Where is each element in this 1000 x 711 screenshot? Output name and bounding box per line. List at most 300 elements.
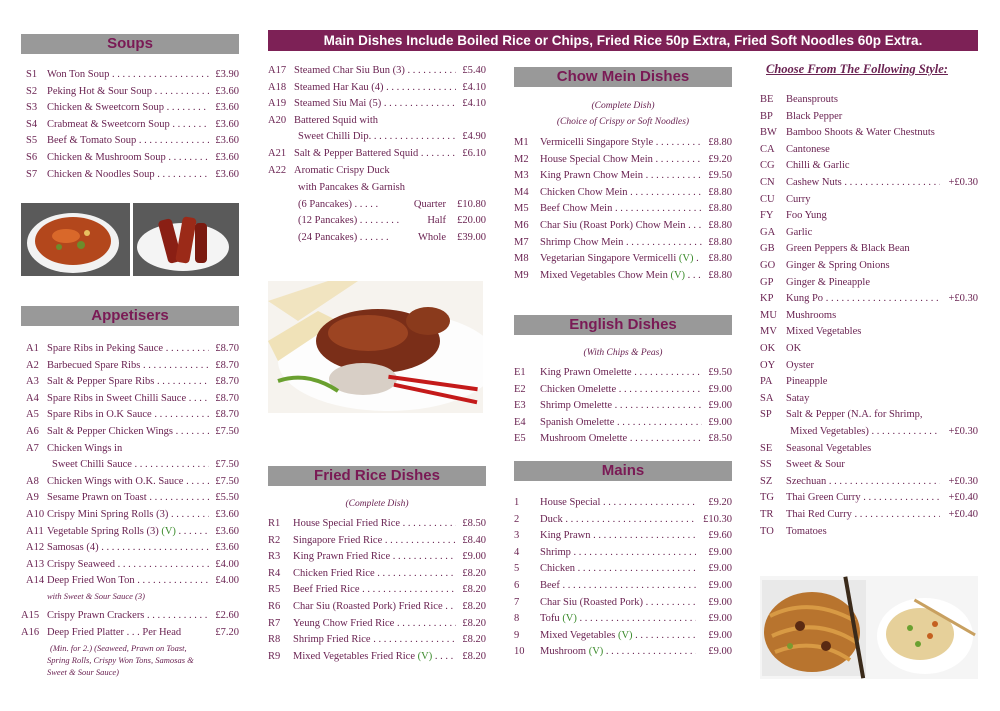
special-code: A22 xyxy=(268,164,287,176)
mains-name: House Special . . . xyxy=(540,496,696,509)
english-price: £9.50 xyxy=(708,367,732,378)
english-code: E4 xyxy=(514,416,526,428)
appetiser-price: £8.70 xyxy=(215,409,239,421)
chow-mein-price: £8.80 xyxy=(708,203,732,215)
chow-mein-name: Char Siu (Roast Pork) Chow Mein . . . xyxy=(540,219,702,232)
special-name: Steamed Siu Mai (5) . . . xyxy=(294,97,456,110)
fried-rice-row xyxy=(268,567,486,580)
duck-option-row xyxy=(298,198,486,211)
main-dishes-banner: Main Dishes Include Boiled Rice or Chips, Fried Rice 50p Extra, Fried Soft Noodles 60p Extra. xyxy=(268,30,978,51)
fried-rice-name: Yeung Chow Fried Rice . . . xyxy=(293,617,456,630)
style-code: GO xyxy=(760,260,776,271)
style-row xyxy=(760,292,978,305)
mains-price: £9.00 xyxy=(708,580,732,591)
style-name: Szechuan . . . xyxy=(786,475,940,488)
chow-mein-code: M8 xyxy=(514,253,529,265)
appetiser-row xyxy=(26,525,239,538)
fried-rice-code: R7 xyxy=(268,617,281,629)
appetiser-row xyxy=(26,475,239,488)
fried-rice-row xyxy=(268,633,486,646)
appetiser-code: A1 xyxy=(26,343,39,354)
a14-note: with Sweet & Sour Sauce (3) xyxy=(47,591,145,601)
chow-mein-name: King Prawn Chow Mein . . . xyxy=(540,169,702,182)
fried-rice-price: £9.00 xyxy=(462,551,486,563)
appetiser-price: £5.50 xyxy=(215,492,239,504)
appetiser-price: £7.50 xyxy=(215,459,239,471)
fried-rice-name: Shrimp Fried Rice . . . xyxy=(293,633,456,646)
chow-mein-price: £8.80 xyxy=(708,186,732,198)
style-code: TR xyxy=(760,509,774,520)
style-name: Black Pepper xyxy=(786,110,843,122)
fried-rice-row xyxy=(268,600,486,613)
chow-mein-row xyxy=(514,252,732,265)
fried-rice-row xyxy=(268,534,486,547)
fried-rice-name: Singapore Fried Rice . . . xyxy=(293,534,456,547)
style-row xyxy=(760,276,978,289)
mains-price: £9.00 xyxy=(708,646,732,658)
soup-code: S1 xyxy=(26,69,38,80)
style-row xyxy=(760,458,978,471)
appetiser-row xyxy=(26,359,239,372)
mains-name: Mixed Vegetables (V) . . . xyxy=(540,629,696,642)
style-row xyxy=(760,359,978,372)
chow-mein-row xyxy=(514,219,732,232)
duck-option-size: Half xyxy=(427,215,446,227)
appetiser-row xyxy=(26,408,239,421)
style-row xyxy=(760,508,978,521)
mains-row xyxy=(514,596,732,609)
special-name: Aromatic Crispy Duck xyxy=(294,164,390,176)
chow-mein-row xyxy=(514,186,732,199)
fried-rice-price: £8.20 xyxy=(462,617,486,629)
mains-row xyxy=(514,629,732,642)
mains-price: £9.60 xyxy=(708,530,732,542)
chow-mein-code: M2 xyxy=(514,153,529,165)
appetiser-code: A8 xyxy=(26,475,39,487)
duck-option-row xyxy=(298,214,486,227)
crispy-duck-photo xyxy=(268,281,483,413)
fried-rice-price: £8.40 xyxy=(462,534,486,546)
appetiser-code: A16 xyxy=(21,626,40,638)
chow-mein-price: £9.20 xyxy=(708,153,732,165)
duck-option-text: (6 Pancakes) . . . . . xyxy=(298,198,379,210)
style-code: BP xyxy=(760,110,773,122)
style-row xyxy=(760,110,978,123)
soup-row xyxy=(26,168,239,181)
style-row xyxy=(760,408,978,421)
appetiser-row xyxy=(26,491,239,504)
fried-rice-name: House Special Fried Rice . . . xyxy=(293,517,456,530)
fried-rice-price: £8.20 xyxy=(462,584,486,596)
style-name: Pineapple xyxy=(786,376,828,388)
english-name: King Prawn Omelette . . . xyxy=(540,366,702,379)
chow-mein-row xyxy=(514,236,732,249)
style-name: Bamboo Shoots & Water Chestnuts xyxy=(786,127,935,139)
special-code: A19 xyxy=(268,98,287,110)
english-subtitle: (With Chips & Peas) xyxy=(583,348,663,358)
appetiser-row xyxy=(26,508,239,521)
duck-option-price: £39.00 xyxy=(457,231,486,243)
style-name: Tomatoes xyxy=(786,525,827,537)
mains-code: 10 xyxy=(514,646,525,658)
style-name: Mixed Vegetables) . . . xyxy=(790,425,940,438)
a16-note-1: (Min. for 2.) (Seaweed, Prawn on Toast, xyxy=(50,643,187,653)
appetiser-row xyxy=(26,458,239,471)
duck-option-text: with Pancakes & Garnish xyxy=(298,182,406,193)
appetiser-code: A11 xyxy=(26,525,44,537)
mains-row xyxy=(514,513,732,526)
fried-rice-code: R2 xyxy=(268,534,281,546)
english-name: Chicken Omelette . . . xyxy=(540,383,702,396)
english-row xyxy=(514,399,732,412)
appetiser-row xyxy=(26,541,239,554)
appetiser-code: A2 xyxy=(26,359,39,371)
mains-name: King Prawn . . . xyxy=(540,529,696,542)
soup-code: S5 xyxy=(26,135,38,147)
chow-mein-code: M1 xyxy=(514,137,529,148)
soup-row xyxy=(26,101,239,114)
style-code: PA xyxy=(760,376,773,388)
mains-price: £10.30 xyxy=(703,513,732,525)
appetiser-name: Sweet Chilli Sauce . . . xyxy=(52,458,209,471)
appetiser-price: £4.00 xyxy=(215,575,239,587)
special-code: A20 xyxy=(268,114,287,126)
chow-mein-row xyxy=(514,136,732,149)
style-code: GP xyxy=(760,276,774,288)
english-code: E5 xyxy=(514,433,526,445)
style-row xyxy=(760,525,978,538)
style-code: CG xyxy=(760,160,775,172)
fried-rice-name: Beef Fried Rice . . . xyxy=(293,583,456,596)
english-price: £8.50 xyxy=(708,433,732,445)
appetiser-name: Crispy Prawn Crackers . . . xyxy=(47,609,209,622)
mains-row xyxy=(514,645,732,658)
special-code: A18 xyxy=(268,81,287,93)
soup-row xyxy=(26,118,239,131)
soup-name: Won Ton Soup . . . xyxy=(47,68,209,81)
mains-row xyxy=(514,546,732,559)
style-code: SE xyxy=(760,442,773,454)
chow-mein-name: Chicken Chow Mein . . . xyxy=(540,186,702,199)
style-price: +£0.40 xyxy=(948,509,978,520)
style-name: Oyster xyxy=(786,359,814,371)
chow-mein-header: Chow Mein Dishes xyxy=(514,67,732,87)
style-row xyxy=(760,209,978,222)
soup-code: S2 xyxy=(26,85,38,97)
appetiser-code: A3 xyxy=(26,376,39,388)
style-name: OK xyxy=(786,343,802,354)
style-name: Salt & Pepper (N.A. for Shrimp, xyxy=(786,409,923,421)
mains-price: £9.00 xyxy=(708,629,732,641)
appetiser-code: A7 xyxy=(26,442,39,454)
style-row xyxy=(760,491,978,504)
fried-rice-code: R6 xyxy=(268,601,281,612)
appetiser-price: £7.20 xyxy=(215,626,239,638)
style-code: MU xyxy=(760,309,777,321)
special-price: £4.90 xyxy=(462,131,486,143)
chow-mein-row xyxy=(514,202,732,215)
special-name: Salt & Pepper Battered Squid . . . xyxy=(294,147,456,160)
appetiser-name: Barbecued Spare Ribs . . . xyxy=(47,359,209,372)
style-row xyxy=(760,475,978,488)
english-price: £9.00 xyxy=(708,416,732,428)
style-code: CN xyxy=(760,177,775,188)
style-name: Cantonese xyxy=(786,143,830,155)
chow-mein-price: £8.80 xyxy=(708,269,732,281)
appetiser-row xyxy=(26,375,239,388)
style-name: Cashew Nuts . . . xyxy=(786,176,940,189)
duck-option-price: £20.00 xyxy=(457,215,486,227)
chow-mein-name: Vegetarian Singapore Vermicelli (V) . . . xyxy=(540,252,702,265)
special-code: A21 xyxy=(268,148,287,159)
appetiser-price: £8.70 xyxy=(215,343,239,354)
style-price: +£0.30 xyxy=(948,293,978,305)
appetiser-price: £3.60 xyxy=(215,509,239,520)
styles-title: Choose From The Following Style: xyxy=(766,62,948,76)
style-row xyxy=(760,176,978,189)
chow-mein-code: M3 xyxy=(514,170,529,182)
fried-rice-row xyxy=(268,617,486,630)
chow-mein-code: M9 xyxy=(514,269,529,281)
english-code: E3 xyxy=(514,400,526,412)
style-row xyxy=(760,193,978,206)
style-name: Seasonal Vegetables xyxy=(786,442,872,454)
english-code: E2 xyxy=(514,383,526,395)
mains-name: Char Siu (Roasted Pork) . . . xyxy=(540,596,696,609)
style-code: BW xyxy=(760,127,777,139)
mains-price: £9.00 xyxy=(708,546,732,558)
soup-row xyxy=(26,151,239,164)
style-row xyxy=(760,325,978,338)
chow-mein-price: £9.50 xyxy=(708,170,732,182)
style-name: Ginger & Pineapple xyxy=(786,276,870,288)
chow-mein-subtitle-2: (Choice of Crispy or Soft Noodles) xyxy=(556,117,690,127)
mains-code: 4 xyxy=(514,546,520,558)
appetiser-name: Vegetable Spring Rolls (3) (V) . . . xyxy=(47,525,209,538)
appetiser-code: A14 xyxy=(26,575,45,587)
style-price: +£0.30 xyxy=(948,426,978,437)
appetiser-code: A12 xyxy=(26,542,45,554)
duck-option-text: (24 Pancakes) . . . . . . xyxy=(298,231,389,243)
mains-code: 2 xyxy=(514,513,520,525)
mains-row xyxy=(514,579,732,592)
style-code: GA xyxy=(760,226,776,238)
appetiser-code: A13 xyxy=(26,558,45,570)
style-name: Curry xyxy=(786,193,811,205)
mains-name: Shrimp . . . xyxy=(540,546,696,559)
english-name: Mushroom Omelette . . . xyxy=(540,432,702,445)
style-name: Mixed Vegetables xyxy=(786,326,862,338)
fried-rice-row xyxy=(268,517,486,530)
appetiser-name: Spare Ribs in Sweet Chilli Sauce . . . xyxy=(47,392,209,405)
mains-code: 7 xyxy=(514,596,520,608)
style-name: Thai Green Curry . . . xyxy=(786,491,940,504)
special-price: £5.40 xyxy=(462,65,486,76)
appetiser-name: Sesame Prawn on Toast . . . xyxy=(47,491,209,504)
chow-mein-row xyxy=(514,153,732,166)
appetiser-row xyxy=(21,626,239,639)
mains-name: Tofu (V) . . . xyxy=(540,612,696,625)
special-row xyxy=(268,164,486,177)
chow-mein-code: M7 xyxy=(514,236,529,248)
fried-rice-name: Chicken Fried Rice . . . xyxy=(293,567,456,580)
mains-name: Mushroom (V) . . . xyxy=(540,645,696,658)
style-code: CA xyxy=(760,143,775,155)
mains-price: £9.00 xyxy=(708,596,732,608)
appetiser-row xyxy=(26,342,239,355)
appetiser-row xyxy=(21,609,239,622)
style-row xyxy=(760,242,978,255)
special-row xyxy=(268,130,486,143)
soup-name: Chicken & Mushroom Soup . . . xyxy=(47,151,209,164)
style-name: Chilli & Garlic xyxy=(786,160,850,172)
style-row xyxy=(760,143,978,156)
mains-code: 9 xyxy=(514,629,520,641)
appetiser-name: Chicken Wings in xyxy=(47,442,123,454)
appetiser-name: Deep Fried Platter . . . Per Head xyxy=(47,626,182,638)
mains-row xyxy=(514,612,732,625)
duck-option-size: Whole xyxy=(418,231,446,243)
soup-price: £3.90 xyxy=(215,69,239,80)
english-code: E1 xyxy=(514,367,526,378)
appetiser-name: Deep Fried Won Ton . . . xyxy=(47,574,209,587)
mains-row xyxy=(514,496,732,509)
fried-rice-code: R5 xyxy=(268,584,281,596)
mains-code: 1 xyxy=(514,497,520,508)
mains-row xyxy=(514,562,732,575)
english-price: £9.00 xyxy=(708,400,732,412)
appetiser-name: Crispy Mini Spring Rolls (3) . . . xyxy=(47,508,209,521)
fried-rice-row xyxy=(268,583,486,596)
mains-row xyxy=(514,529,732,542)
appetiser-name: Chicken Wings with O.K. Sauce . . . xyxy=(47,475,209,488)
chow-mein-row xyxy=(514,269,732,282)
soup-code: S4 xyxy=(26,118,38,130)
mains-header: Mains xyxy=(514,461,732,481)
chow-mein-name: Beef Chow Mein . . . xyxy=(540,202,702,215)
appetiser-name: Spare Ribs in O.K Sauce . . . xyxy=(47,408,209,421)
noodles-rice-photo xyxy=(760,576,978,679)
soup-row xyxy=(26,68,239,81)
style-code: MV xyxy=(760,326,777,338)
mains-code: 3 xyxy=(514,530,520,542)
chow-mein-code: M5 xyxy=(514,203,529,215)
mains-name: Duck . . . xyxy=(540,513,696,526)
style-code: OY xyxy=(760,359,776,371)
fried-rice-price: £8.20 xyxy=(462,601,486,612)
soup-name: Chicken & Sweetcorn Soup . . . xyxy=(47,101,209,114)
mains-code: 5 xyxy=(514,563,520,575)
chow-mein-name: House Special Chow Mein . . . xyxy=(540,153,702,166)
fried-rice-subtitle: (Complete Dish) xyxy=(345,499,409,509)
appetiser-price: £3.60 xyxy=(215,525,239,537)
english-row xyxy=(514,383,732,396)
appetiser-name: Crispy Seaweed . . . xyxy=(47,558,209,571)
fried-rice-code: R4 xyxy=(268,567,281,579)
special-name: Battered Squid with xyxy=(294,114,378,126)
chow-mein-price: £8.80 xyxy=(708,253,732,265)
mains-name: Chicken . . . xyxy=(540,562,696,575)
fried-rice-code: R8 xyxy=(268,634,281,646)
appetiser-name: Salt & Pepper Chicken Wings . . . xyxy=(47,425,209,438)
chow-mein-price: £8.80 xyxy=(708,137,732,148)
special-price: £4.10 xyxy=(462,98,486,110)
chow-mein-subtitle-1: (Complete Dish) xyxy=(591,101,655,111)
soup-name: Crabmeat & Sweetcorn Soup . . . xyxy=(47,118,209,131)
fried-rice-name: Mixed Vegetables Fried Rice (V) . . . xyxy=(293,650,456,663)
fried-rice-code: R1 xyxy=(268,518,281,529)
style-row xyxy=(760,93,978,106)
style-code: BE xyxy=(760,94,774,105)
style-code: CU xyxy=(760,193,775,205)
soup-price: £3.60 xyxy=(215,118,239,130)
mains-price: £9.00 xyxy=(708,563,732,575)
chow-mein-price: £8.80 xyxy=(708,236,732,248)
appetisers-header: Appetisers xyxy=(21,306,239,326)
a16-note-3: Sweet & Sour Sauce) xyxy=(47,667,119,677)
soup-price: £3.60 xyxy=(215,152,239,163)
style-code: OK xyxy=(760,343,776,354)
appetiser-price: £8.70 xyxy=(215,376,239,388)
english-header: English Dishes xyxy=(514,315,732,335)
style-name: Beansprouts xyxy=(786,94,838,105)
fried-rice-price: £8.20 xyxy=(462,650,486,662)
chow-mein-code: M6 xyxy=(514,220,529,231)
special-name: Sweet Chilli Dip. . . . xyxy=(298,130,456,143)
style-row xyxy=(760,226,978,239)
duck-option-row xyxy=(298,181,486,194)
mains-name: Beef . . . xyxy=(540,579,696,592)
appetiser-price: £4.00 xyxy=(215,558,239,570)
style-code: SA xyxy=(760,392,774,404)
special-row xyxy=(268,147,486,160)
mains-price: £9.00 xyxy=(708,613,732,625)
mains-price: £9.20 xyxy=(708,497,732,508)
soup-price: £3.60 xyxy=(215,135,239,147)
chow-mein-price: £8.80 xyxy=(708,220,732,231)
mains-code: 8 xyxy=(514,613,520,625)
appetiser-price: £3.60 xyxy=(215,542,239,554)
soup-name: Beef & Tomato Soup . . . xyxy=(47,134,209,147)
style-price: +£0.40 xyxy=(948,492,978,504)
fried-rice-name: Char Siu (Roasted Pork) Fried Rice . . . xyxy=(293,600,456,613)
appetiser-code: A15 xyxy=(21,610,40,621)
a16-note-2: Spring Rolls, Crispy Won Tons, Samosas & xyxy=(47,655,194,665)
style-code: SS xyxy=(760,459,772,471)
style-code: GB xyxy=(760,243,775,255)
style-row xyxy=(760,375,978,388)
style-name: Thai Red Curry . . . xyxy=(786,508,940,521)
chow-mein-code: M4 xyxy=(514,186,529,198)
style-name: Foo Yung xyxy=(786,210,827,222)
fried-rice-price: £8.20 xyxy=(462,567,486,579)
style-name: Kung Po . . . xyxy=(786,292,940,305)
style-name: Sweet & Sour xyxy=(786,459,845,471)
special-price: £6.10 xyxy=(462,148,486,159)
appetiser-name: Spare Ribs in Peking Sauce . . . xyxy=(47,342,209,355)
duck-option-text: (12 Pancakes) . . . . . . . . xyxy=(298,215,400,227)
chow-mein-name: Mixed Vegetables Chow Mein (V) . . . xyxy=(540,269,702,282)
style-row xyxy=(760,309,978,322)
special-row xyxy=(268,97,486,110)
appetiser-row xyxy=(26,392,239,405)
fried-rice-row xyxy=(268,550,486,563)
style-price: +£0.30 xyxy=(948,177,978,188)
style-row xyxy=(760,442,978,455)
chow-mein-name: Shrimp Chow Mein . . . xyxy=(540,236,702,249)
style-name: Mushrooms xyxy=(786,309,837,321)
appetiser-row xyxy=(26,574,239,587)
